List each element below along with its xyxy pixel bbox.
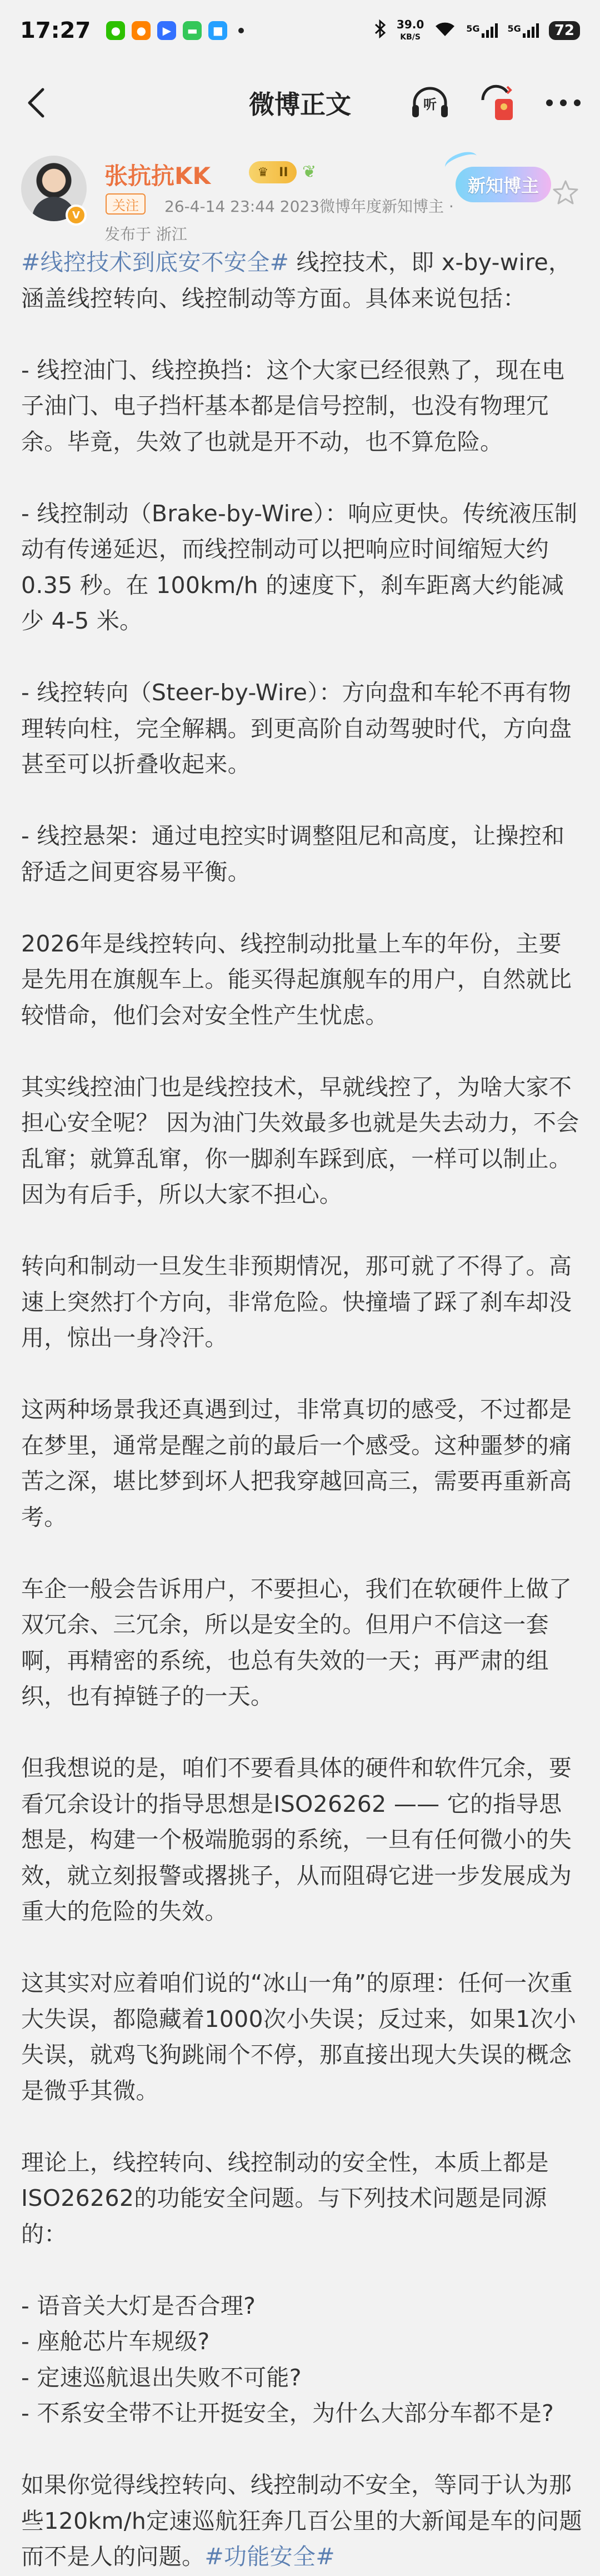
red-packet-button[interactable]	[477, 83, 517, 123]
more-dots-icon	[544, 97, 583, 108]
star-icon[interactable]	[552, 179, 579, 206]
post-content	[21, 245, 582, 2575]
weibo-icon: ●	[132, 21, 151, 40]
signal-left-icon	[466, 23, 497, 38]
nav-bar	[0, 61, 600, 145]
red-packet-icon	[477, 83, 516, 122]
post-paragraph	[21, 2288, 582, 2324]
paragraph-text: 其实线控油门也是线控技术，早就线控了，为啥大家不担心安全呢？ 因为油门失效最多也就是失去动力，不会乱窜；就算乱窜，你一脚刹车踩到底，一样可以制止。因为有后手，所以大家不担心。	[21, 1073, 579, 1208]
paragraph-gap	[21, 1535, 582, 1571]
post-paragraph	[21, 2395, 582, 2431]
notification-icons	[106, 21, 244, 40]
net-speed-unit: KB/S	[400, 32, 421, 42]
paragraph-gap	[21, 2431, 582, 2468]
post-paragraph	[21, 2324, 582, 2360]
post-paragraph	[21, 2467, 582, 2575]
crown-icon: ♛	[257, 165, 269, 180]
new-blogger-badge[interactable]	[433, 145, 583, 222]
hashtag-link[interactable]: #功能安全#	[204, 2543, 335, 2570]
new-blogger-label: 新知博主	[456, 167, 551, 202]
paragraph-text: 2026年是线控转向、线控制动批量上车的年份，主要是先用在旗舰车上。能买得起旗舰车的用户，自然就比较惜命，他们会对安全性产生忧虑。	[21, 930, 572, 1029]
listen-label: 听	[423, 96, 437, 112]
post-paragraph	[21, 352, 582, 460]
paragraph-text: - 线控油门、线控换挡：这个大家已经很熟了，现在电子油门、电子挡杆基本都是信号控制，也没有物理冗余。毕竟，失效了也就是开不动，也不算危险。	[21, 356, 565, 455]
bluetooth-icon	[374, 19, 387, 42]
post-paragraph	[21, 1248, 582, 1356]
verified-badge-icon: V	[66, 205, 87, 226]
paragraph-gap	[21, 1715, 582, 1751]
post-paragraph	[21, 1965, 582, 2109]
paragraph-gap	[21, 1356, 582, 1392]
paragraph-text: 车企一般会告诉用户，不要担心，我们在软硬件上做了双冗余、三冗余，所以是安全的。但用户不信这一套啊，再精密的系统，也总有失效的一天；再严肃的组织，也有掉链子的一天。	[21, 1575, 572, 1710]
contacts-icon: ■	[208, 21, 227, 40]
paragraph-text: 但我想说的是，咱们不要看具体的硬件和软件冗余，要看冗余设计的指导思想是ISO26262 —— 它的指导思想是，构建一个极端脆弱的系统，一旦有任何微小的失效，就立刻报警或撂挑子，从而阻碍它进一步发展成为重大的危险的失效。	[21, 1755, 572, 1925]
paragraph-text: 转向和制动一旦发生非预期情况，那可就了不得了。高速上突然打个方向，非常危险。快撞墙了踩了刹车却没用，惊出一身冷汗。	[21, 1253, 572, 1351]
feishu-icon: ▶	[157, 21, 176, 40]
wechat-icon: ●	[106, 21, 125, 40]
more-notifications-dot-icon	[238, 28, 244, 33]
follow-tag[interactable]: 关注	[106, 193, 146, 215]
post-paragraph	[21, 1750, 582, 1930]
post-paragraph	[21, 1069, 582, 1213]
paragraph-text: 理论上，线控转向、线控制动的安全性，本质上都是ISO26262的功能安全问题。与下列技术问题是同源的：	[21, 2149, 549, 2248]
message-icon: ▬	[183, 21, 202, 40]
post-paragraph	[21, 1392, 582, 1535]
paragraph-gap	[21, 783, 582, 819]
post-paragraph	[21, 496, 582, 639]
signal-right-icon	[508, 23, 539, 38]
paragraph-text: - 语音关大灯是否合理?	[21, 2292, 256, 2319]
paragraph-text: 这两种场景我还真遇到过，非常真切的感受，不过都是在梦里，通常是醒之前的最后一个感受。这种噩梦的痛苦之深，堪比梦到坏人把我穿越回高三，需要再重新高考。	[21, 1396, 572, 1531]
paragraph-text: - 线控转向（Steer-by-Wire）：方向盘和车轮不再有物理转向柱，完全解耦。到更高阶自动驾驶时代，方向盘甚至可以折叠收起来。	[21, 679, 572, 778]
post-paragraph	[21, 2145, 582, 2253]
signal-right-label: 5G	[507, 23, 521, 34]
post-paragraph	[21, 1571, 582, 1715]
listen-button[interactable]	[410, 83, 450, 123]
sprout-icon: ❦	[302, 162, 317, 182]
paragraph-gap	[21, 639, 582, 675]
post-location: 发布于 浙江	[104, 225, 187, 243]
post-paragraph	[21, 926, 582, 1034]
paragraph-text: - 线控悬架：通过电控实时调整阻尼和高度，让操控和舒适之间更容易平衡。	[21, 823, 565, 885]
paragraph-gap	[21, 2252, 582, 2288]
net-speed	[397, 19, 424, 43]
author-header	[0, 145, 600, 256]
paragraph-text: - 不系安全带不让开挺安全，为什么大部分车都不是?	[21, 2400, 554, 2426]
status-time: 17:27	[20, 18, 91, 43]
battery-indicator: 72	[549, 21, 580, 40]
paragraph-text: 如果你觉得线控转向、线控制动不安全，等同于认为那些120km/h定速巡航狂奔几百公里的大新闻是车的问题而不是人的问题。	[21, 2472, 582, 2570]
paragraph-text: 这其实对应着咱们说的“冰山一角”的原理：任何一次重大失误，都隐藏着1000次小失误；反过来，如果1次小失误，就鸡飞狗跳闹个不停，那直接出现大失误的概念是微乎其微。	[21, 1970, 577, 2104]
paragraph-text: - 线控制动（Brake-by-Wire）：响应更快。传统液压制动有传递延迟，而线控制动可以把响应时间缩短大约 0.35 秒。在 100km/h 的速度下，刹车距离大约能减少 4-5 米。	[21, 500, 578, 634]
post-paragraph	[21, 675, 582, 783]
paragraph-gap	[21, 1930, 582, 1966]
hashtag-link[interactable]: #线控技术到底安不安全#	[21, 249, 289, 276]
author-name[interactable]: 张抗抗KK	[104, 162, 211, 190]
vip-badge[interactable]	[249, 161, 297, 183]
wifi-icon	[434, 21, 456, 41]
post-paragraph	[21, 2360, 582, 2396]
paragraph-gap	[21, 2109, 582, 2145]
paragraph-gap	[21, 316, 582, 352]
page-title: 微博正文	[249, 89, 351, 119]
post-paragraph	[21, 245, 582, 316]
paragraph-text: 线控技术，即 x-by-wire，涵盖线控转向、线控制动等方面。具体来说包括：	[21, 249, 572, 312]
post-paragraph	[21, 818, 582, 890]
system-status	[374, 19, 580, 43]
paragraph-gap	[21, 890, 582, 926]
paragraph-gap	[21, 1213, 582, 1249]
paragraph-gap	[21, 1033, 582, 1069]
paragraph-text: - 座舱芯片车规级?	[21, 2328, 210, 2355]
status-bar	[0, 0, 600, 61]
more-button[interactable]	[543, 83, 583, 123]
paragraph-text: - 定速巡航退出失败不可能?	[21, 2364, 302, 2391]
vip-level: II	[279, 165, 288, 180]
back-button[interactable]	[17, 83, 56, 122]
signal-left-label: 5G	[466, 23, 480, 34]
paragraph-gap	[21, 460, 582, 496]
back-arrow-icon	[25, 87, 47, 118]
net-speed-value: 39.0	[396, 17, 424, 31]
post-meta: 26-4-14 23:44 2023微博年度新知博主 ·	[164, 197, 454, 216]
